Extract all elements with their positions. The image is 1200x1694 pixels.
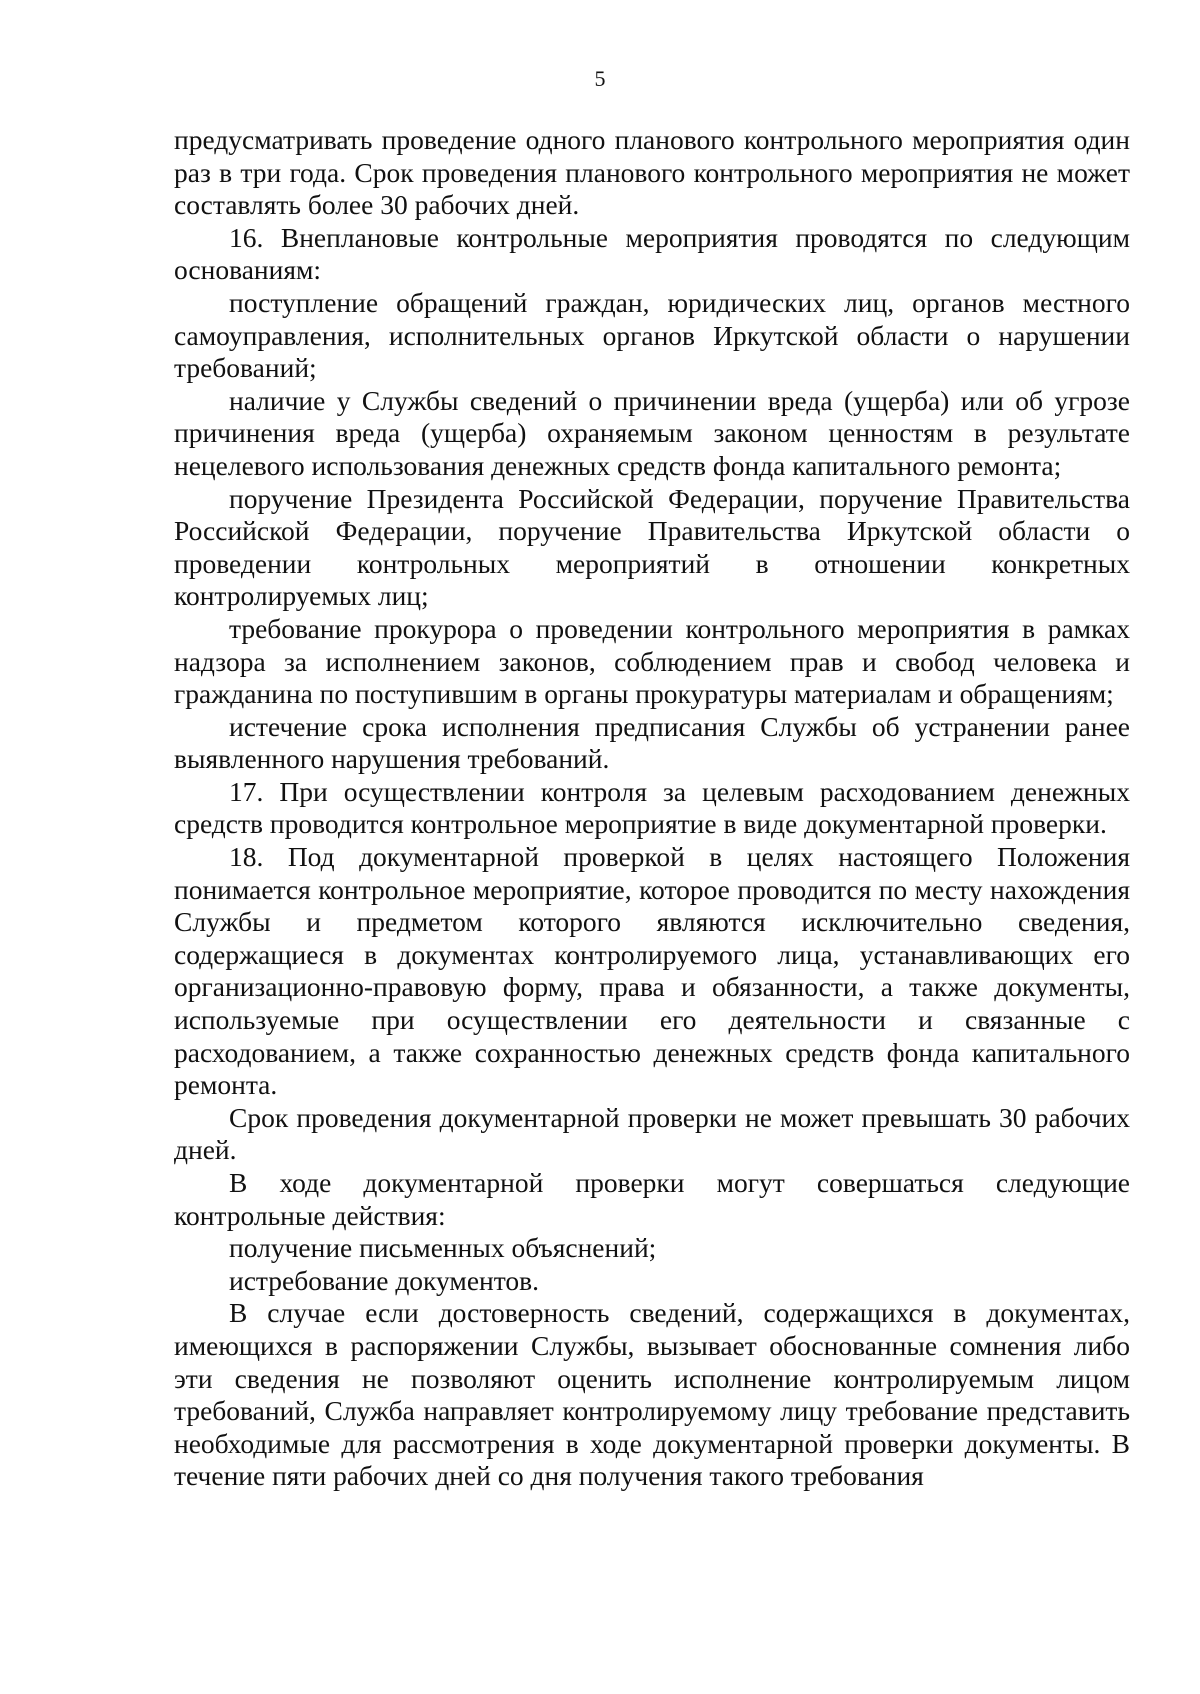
paragraph: поступление обращений граждан, юридических лиц, органов местного самоуправления, исполнительных органов Иркутской области о нарушении требований;	[174, 286, 1130, 384]
paragraph: 17. При осуществлении контроля за целевым расходованием денежных средств проводится контрольное мероприятие в виде документарной проверки.	[174, 775, 1130, 840]
paragraph: поручение Президента Российской Федерации, поручение Правительства Российской Федерации, поручение Правительства Иркутской области о проведении контрольных мероприятий в отношении конкретных контролируемых лиц;	[174, 482, 1130, 612]
paragraph: В ходе документарной проверки могут совершаться следующие контрольные действия:	[174, 1167, 1130, 1231]
paragraph: требование прокурора о проведении контрольного мероприятия в рамках надзора за исполнением законов, соблюдением прав и свобод человека и гражданина по поступившим в органы прокуратуры материалам и обращениям;	[174, 612, 1130, 710]
paragraph: 16. Внеплановые контрольные мероприятия проводятся по следующим основаниям:	[174, 221, 1130, 286]
page-number: 5	[594, 66, 606, 91]
paragraph: Срок проведения документарной проверки не может превышать 30 рабочих дней.	[174, 1101, 1130, 1166]
paragraph: получение письменных объяснений;	[229, 1232, 657, 1264]
paragraph: истребование документов.	[229, 1264, 540, 1296]
paragraph: предусматривать проведение одного планового контрольного мероприятия один раз в три года. Срок проведения планового контрольного мероприятия не может составлять более 30 рабочих дней.	[174, 124, 1130, 221]
paragraph: наличие у Службы сведений о причинении вреда (ущерба) или об угрозе причинения вреда (ущерба) охраняемым законом ценностям в результате нецелевого использования денежных средств фонда капитального ремонта;	[174, 384, 1130, 481]
document-body	[174, 124, 1130, 1493]
paragraph: В случае если достоверность сведений, содержащихся в документах, имеющихся в распоряжении Службы, вызывает обоснованные сомнения либо эти сведения не позволяют оценить исполнение контролируемым лицом требований, Служба направляет контролируемому лицу требование представить необходимые для рассмотрения в ходе документарной проверки документы. В течение пяти рабочих дней со дня получения такого требования	[174, 1297, 1130, 1492]
paragraph: 18. Под документарной проверкой в целях настоящего Положения понимается контрольное мероприятие, которое проводится по месту нахождения Службы и предметом которого являются исключительно сведения, содержащиеся в документах контролируемого лица, устанавливающих его организационно-правовую форму, права и обязанности, а также документы, используемые при осуществлении его деятельности и связанные с расходованием, а также сохранностью денежных средств фонда капитального ремонта.	[174, 841, 1130, 1101]
paragraph: истечение срока исполнения предписания Службы об устранении ранее выявленного нарушения требований.	[174, 710, 1130, 775]
